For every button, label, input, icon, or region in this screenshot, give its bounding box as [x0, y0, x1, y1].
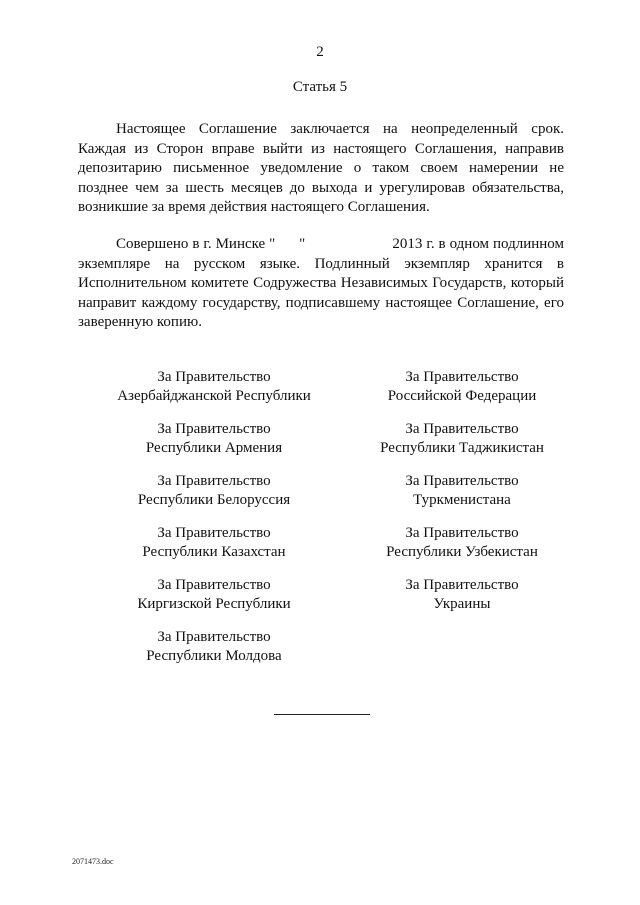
signature-block — [104, 524, 324, 576]
signatures-right-column — [352, 368, 572, 628]
signature-party-name: Республики Белоруссия — [137, 491, 291, 508]
paragraph-done-in-minsk — [78, 235, 568, 333]
signature-party-name: Республики Армения — [145, 439, 283, 456]
signature-block — [104, 576, 324, 628]
signature-for-label: За Правительство — [405, 525, 519, 541]
footer-file-name: 2071473.doc — [72, 857, 114, 866]
signatures-left-column — [104, 368, 324, 680]
signature-for-label: За Правительство — [157, 577, 271, 593]
signature-for-label: За Правительство — [157, 525, 271, 541]
signature-party-name: Украины — [433, 595, 491, 612]
signature-block — [104, 472, 324, 524]
page-number: 2 — [316, 44, 324, 60]
signature-block — [352, 368, 572, 420]
signature-for-label: За Правительство — [405, 577, 519, 593]
signature-party-name: Республики Молдова — [146, 647, 282, 664]
signature-block — [352, 576, 572, 628]
article-title: Статья 5 — [292, 79, 348, 95]
signature-block — [352, 420, 572, 472]
signature-for-label: За Правительство — [157, 629, 271, 645]
signature-for-label: За Правительство — [157, 473, 271, 489]
paragraph-done-in-minsk-text: Совершено в г. Минске " " 2013 г. в одном подлинном экземпляре на русском языке. Подлинный экземпляр хранится в Исполнительном комитете Содружества Независимых Государств, который направит каждому государству, подписавшему настоящее Соглашение, его заверенную копию. — [78, 236, 568, 331]
end-divider-line — [274, 714, 370, 715]
signature-for-label: За Правительство — [405, 369, 519, 385]
signature-party-name: Киргизской Республики — [137, 595, 291, 612]
signature-block — [352, 472, 572, 524]
signature-block — [104, 628, 324, 680]
signature-block — [104, 368, 324, 420]
signature-party-name: Российской Федерации — [387, 387, 537, 404]
signature-party-name: Туркменистана — [413, 491, 511, 508]
signature-party-name: Республики Таджикистан — [380, 439, 544, 456]
signature-for-label: За Правительство — [405, 473, 519, 489]
signature-block — [104, 420, 324, 472]
signature-for-label: За Правительство — [157, 369, 271, 385]
signature-for-label: За Правительство — [157, 421, 271, 437]
signature-party-name: Республики Казахстан — [142, 543, 286, 560]
paragraph-term: Настоящее Соглашение заключается на неопределенный срок. Каждая из Сторон вправе выйти из настоящего Соглашения, направив депозитарию письменное уведомление о таком своем намерении не позднее чем за шесть месяцев до выхода и урегулировав обязательства, возникшие за время действия настоящего Соглашения. — [78, 121, 564, 216]
signature-block — [352, 524, 572, 576]
signature-party-name: Республики Узбекистан — [386, 543, 538, 560]
signature-for-label: За Правительство — [405, 421, 519, 437]
signature-party-name: Азербайджанской Республики — [117, 387, 311, 404]
